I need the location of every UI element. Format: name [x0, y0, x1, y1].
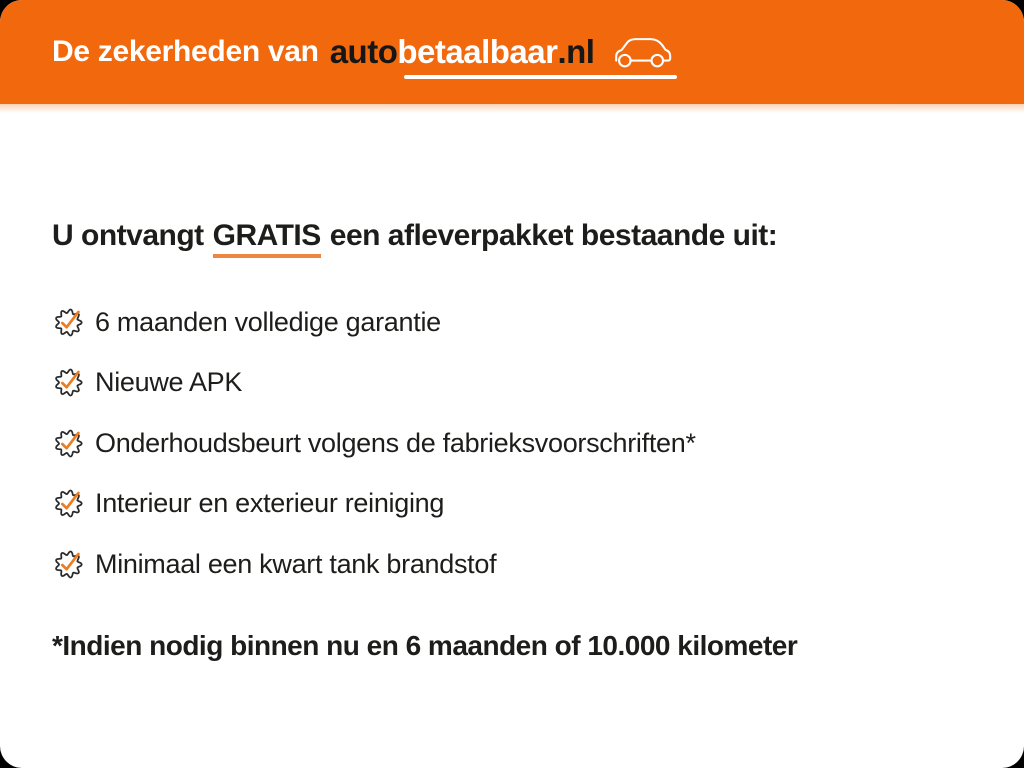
badge-check-icon [52, 427, 85, 460]
list-item [52, 353, 696, 414]
badge-check-icon [52, 366, 85, 399]
list-item [52, 292, 696, 353]
car-outline-icon [607, 31, 677, 73]
logo-part-auto: auto [329, 33, 398, 70]
header-banner [0, 0, 1024, 104]
brand-logo [330, 31, 678, 73]
logo-part-nl: .nl [557, 33, 595, 70]
list-item [52, 534, 696, 595]
list-item-label: Minimaal een kwart tank brandstof [95, 548, 497, 579]
logo-underline-swoosh [404, 75, 678, 79]
header-text: De zekerheden van [52, 35, 319, 68]
header-shadow [0, 104, 1024, 113]
page-title-post: een afleverpakket bestaande uit: [329, 219, 778, 252]
badge-check-icon [52, 487, 85, 520]
list-item-label: Interieur en exterieur reiniging [95, 488, 445, 519]
list-item-label: 6 maanden volledige garantie [95, 306, 441, 337]
badge-check-icon [52, 306, 85, 339]
footnote: *Indien nodig binnen nu en 6 maanden of 10.000 kilometer [52, 630, 798, 661]
page-title [52, 219, 777, 258]
list-item [52, 413, 696, 474]
list-item [52, 474, 696, 535]
logo-part-betaalbaar: betaalbaar [397, 33, 558, 70]
gratis-highlight: GRATIS [213, 220, 321, 258]
benefits-list [52, 292, 696, 595]
list-item-label: Onderhoudsbeurt volgens de fabrieksvoorschriften* [95, 427, 696, 458]
page-title-pre: U ontvangt [52, 219, 204, 252]
list-item-label: Nieuwe APK [95, 367, 243, 398]
badge-check-icon [52, 548, 85, 581]
